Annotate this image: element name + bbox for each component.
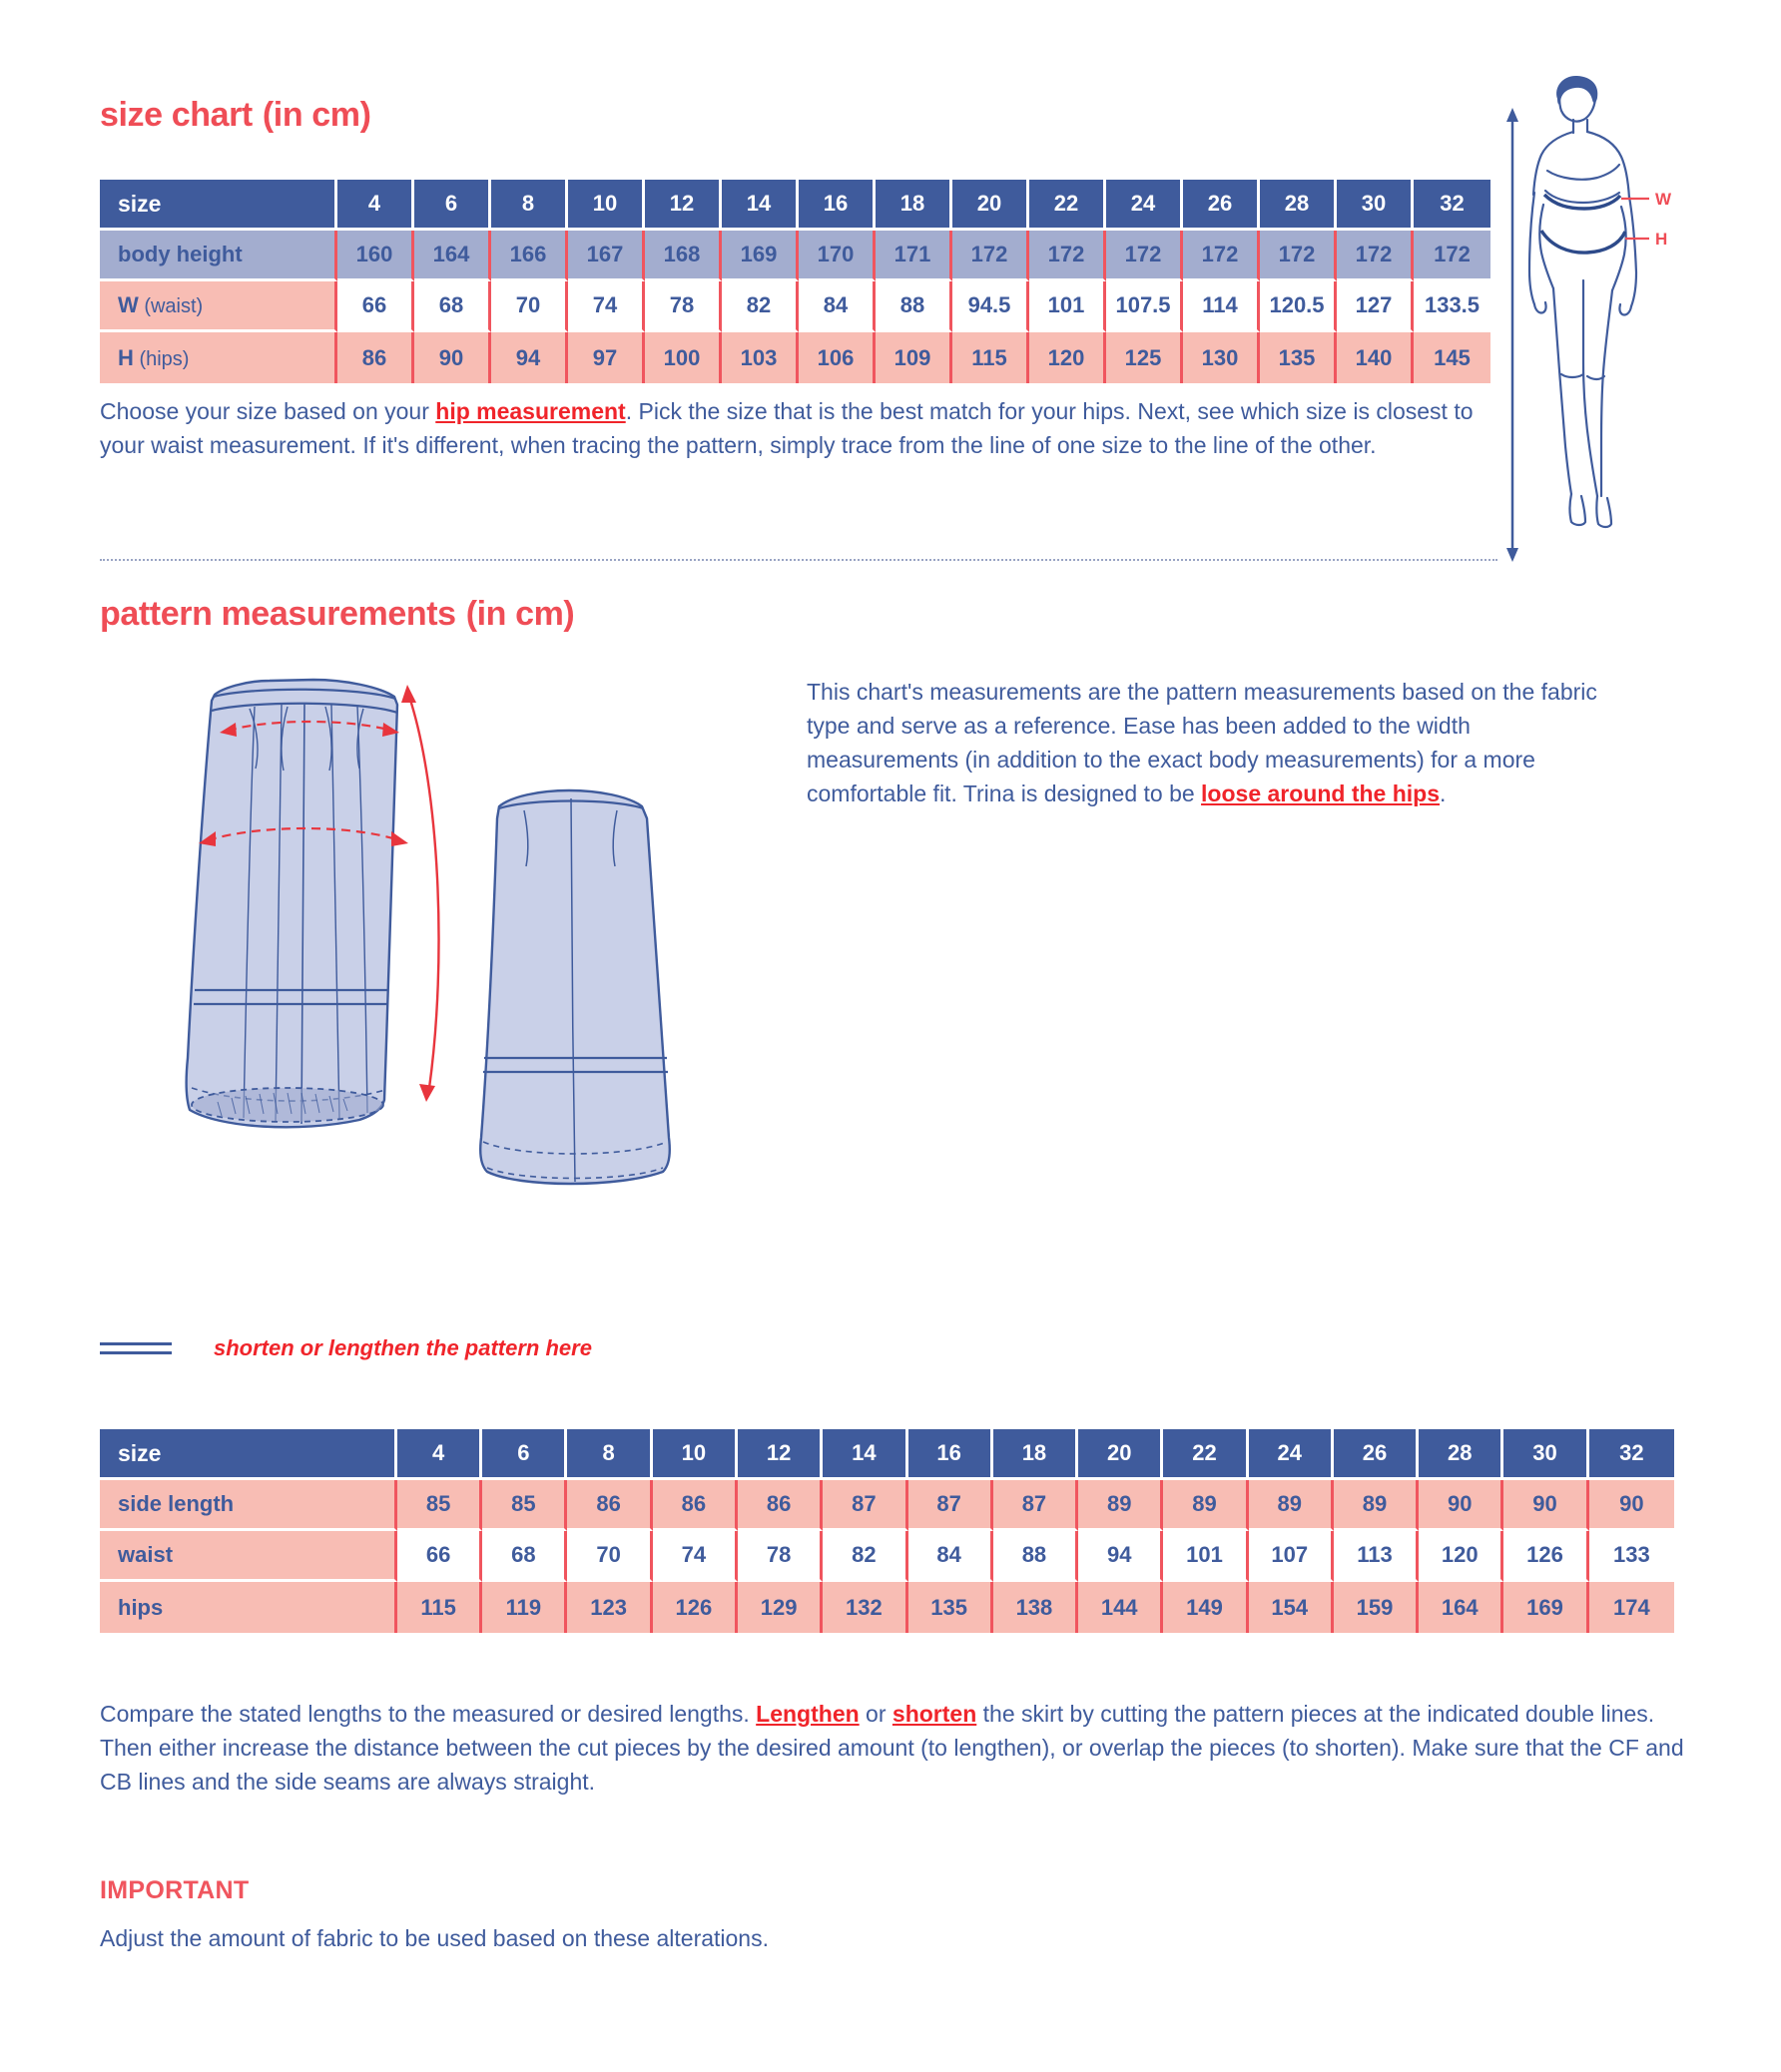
- alteration-instructions: [100, 1697, 1687, 1799]
- measurement-cell: 66: [337, 281, 414, 332]
- lengthen-legend: [100, 1335, 592, 1361]
- section-divider: [100, 559, 1497, 561]
- size-column-header: 10: [653, 1429, 738, 1480]
- skirt-front-drawing: [187, 680, 439, 1127]
- measurement-cell: 168: [645, 231, 722, 281]
- size-column-header: 4: [337, 180, 414, 231]
- measurement-cell: 114: [1183, 281, 1260, 332]
- size-chart-title: size chart: [100, 96, 253, 134]
- measurement-cell: 172: [1106, 231, 1183, 281]
- measurement-cell: 66: [397, 1531, 482, 1582]
- measurement-cell: 160: [337, 231, 414, 281]
- measurement-cell: 132: [823, 1582, 907, 1633]
- size-column-header: 24: [1106, 180, 1183, 231]
- measurement-cell: 89: [1334, 1480, 1419, 1531]
- measurement-cell: 144: [1078, 1582, 1163, 1633]
- hips-band: [1541, 231, 1625, 253]
- measurement-cell: 107.5: [1106, 281, 1183, 332]
- measurement-cell: 145: [1414, 332, 1490, 383]
- pattern-desc-part2: .: [1440, 780, 1447, 806]
- size-column-header: 6: [414, 180, 491, 231]
- measurement-cell: 101: [1163, 1531, 1248, 1582]
- measurement-cell: 171: [876, 231, 952, 281]
- alteration-part1: Compare the stated lengths to the measured or desired lengths.: [100, 1701, 757, 1727]
- size-column-header: 10: [568, 180, 645, 231]
- table-row: [100, 1480, 1674, 1531]
- measurement-cell: 159: [1334, 1582, 1419, 1633]
- size-column-header: 32: [1589, 1429, 1674, 1480]
- measurement-cell: 172: [1029, 231, 1106, 281]
- size-column-header: 14: [823, 1429, 907, 1480]
- measurement-cell: 106: [799, 332, 876, 383]
- measurement-cell: 78: [738, 1531, 823, 1582]
- pattern-measurements-description: [807, 675, 1615, 810]
- pattern-table-head: [100, 1429, 1674, 1480]
- measurement-cell: 90: [1589, 1480, 1674, 1531]
- measurement-cell: 174: [1589, 1582, 1674, 1633]
- size-chart-table: [100, 180, 1490, 383]
- measurement-cell: 87: [908, 1480, 993, 1531]
- measurement-cell: 86: [738, 1480, 823, 1531]
- alteration-part3: the skirt by cutting the pattern pieces at the indicated double lines. Then either increase the distance between the cut pieces by the desired amount (to lengthen), or overlap the pieces (to shorten). Make sure that the CF and CB lines and the side seams are always straight.: [100, 1701, 1684, 1795]
- measurement-cell: 84: [908, 1531, 993, 1582]
- measurement-cell: 109: [876, 332, 952, 383]
- measurement-cell: 70: [567, 1531, 652, 1582]
- size-column-header: 4: [397, 1429, 482, 1480]
- hips-marker-label: H: [1655, 230, 1668, 249]
- measurement-cell: 113: [1334, 1531, 1419, 1582]
- size-column-header: 30: [1337, 180, 1414, 231]
- measurement-cell: 82: [722, 281, 799, 332]
- size-column-header: 26: [1183, 180, 1260, 231]
- lengthen-highlight: Lengthen: [756, 1701, 860, 1727]
- measurement-cell: 170: [799, 231, 876, 281]
- measurement-cell: 88: [876, 281, 952, 332]
- measurement-cell: 167: [568, 231, 645, 281]
- pattern-measurements-heading-block: [100, 597, 998, 631]
- table-row: [100, 1582, 1674, 1633]
- measurement-cell: 172: [1183, 231, 1260, 281]
- skirt-back-drawing: [480, 790, 670, 1184]
- table-row: [100, 231, 1490, 281]
- size-chart-table-body: [100, 231, 1490, 383]
- measurement-cell: 87: [993, 1480, 1078, 1531]
- measurement-cell: 74: [568, 281, 645, 332]
- measurement-cell: 90: [1503, 1480, 1588, 1531]
- measurement-cell: 120: [1419, 1531, 1503, 1582]
- skirt-technical-drawings: [100, 659, 789, 1307]
- measurement-cell: 94: [1078, 1531, 1163, 1582]
- size-column-header: 8: [567, 1429, 652, 1480]
- measurement-cell: 169: [722, 231, 799, 281]
- loose-hips-highlight: loose around the hips: [1201, 780, 1441, 806]
- pattern-measurements-table: [100, 1429, 1674, 1633]
- measurement-cell: 135: [1260, 332, 1337, 383]
- size-column-header: 12: [645, 180, 722, 231]
- body-figure-illustration: [1497, 75, 1727, 554]
- size-column-header: 12: [738, 1429, 823, 1480]
- measurement-cell: 85: [397, 1480, 482, 1531]
- measurement-cell: 86: [653, 1480, 738, 1531]
- measurement-cell: 129: [738, 1582, 823, 1633]
- measurement-cell: 97: [568, 332, 645, 383]
- table-row: [100, 1531, 1674, 1582]
- size-column-header: 32: [1414, 180, 1490, 231]
- size-column-header: 8: [491, 180, 568, 231]
- measurement-cell: 126: [653, 1582, 738, 1633]
- measurement-cell: 119: [482, 1582, 567, 1633]
- measurement-cell: 172: [1260, 231, 1337, 281]
- measurement-cell: 94: [491, 332, 568, 383]
- size-column-header: size: [100, 180, 337, 231]
- size-column-header: 22: [1163, 1429, 1248, 1480]
- measurement-cell: 166: [491, 231, 568, 281]
- size-column-header: 6: [482, 1429, 567, 1480]
- row-label: hips: [100, 1582, 397, 1633]
- measurement-cell: 85: [482, 1480, 567, 1531]
- measurement-cell: 172: [1414, 231, 1490, 281]
- measurement-cell: 140: [1337, 332, 1414, 383]
- double-line-icon: [100, 1341, 172, 1355]
- measurement-cell: 89: [1249, 1480, 1334, 1531]
- pattern-desc-part1: This chart's measurements are the pattern measurements based on the fabric type and serve as a reference. Ease has been added to the width measurements (in addition to the exact body measurements) for a more comfortable fit. Trina is designed to be: [807, 679, 1597, 806]
- measurement-cell: 107: [1249, 1531, 1334, 1582]
- size-column-header: 22: [1029, 180, 1106, 231]
- measurement-cell: 78: [645, 281, 722, 332]
- size-chart-table-head: [100, 180, 1490, 231]
- measurement-cell: 89: [1078, 1480, 1163, 1531]
- measurement-cell: 154: [1249, 1582, 1334, 1633]
- size-column-header: 18: [876, 180, 952, 231]
- measurement-cell: 88: [993, 1531, 1078, 1582]
- measurement-cell: 101: [1029, 281, 1106, 332]
- measurement-cell: 115: [397, 1582, 482, 1633]
- hip-measurement-highlight: hip measurement: [435, 398, 626, 424]
- measurement-cell: 125: [1106, 332, 1183, 383]
- measurement-cell: 130: [1183, 332, 1260, 383]
- pattern-measurements-unit: (in cm): [465, 595, 575, 633]
- size-column-header: 16: [799, 180, 876, 231]
- measurement-cell: 149: [1163, 1582, 1248, 1633]
- pattern-measurements-title: pattern measurements: [100, 595, 456, 633]
- measurement-cell: 172: [1337, 231, 1414, 281]
- measurement-cell: 100: [645, 332, 722, 383]
- table-header-row: [100, 1429, 1674, 1480]
- measurement-cell: 127: [1337, 281, 1414, 332]
- measurement-cell: 164: [1419, 1582, 1503, 1633]
- size-column-header: 28: [1419, 1429, 1503, 1480]
- measurement-cell: 135: [908, 1582, 993, 1633]
- instructions-part1: Choose your size based on your: [100, 398, 436, 424]
- instructions-part2: . Pick the size that is the best match for your hips. Next, see which size is closest to your waist measurement. If it's different, when tracing the pattern, simply trace from the line of one size to the line of the other.: [100, 398, 1474, 458]
- table-header-row: [100, 180, 1490, 231]
- measurement-cell: 70: [491, 281, 568, 332]
- row-label: waist: [100, 1531, 397, 1582]
- side-length-arrow: [401, 685, 439, 1102]
- pattern-measurements-table-wrap: [100, 1429, 1674, 1633]
- measurement-cell: 126: [1503, 1531, 1588, 1582]
- measurement-cell: 120.5: [1260, 281, 1337, 332]
- measurement-cell: 90: [414, 332, 491, 383]
- measurement-cell: 138: [993, 1582, 1078, 1633]
- measurement-cell: 90: [1419, 1480, 1503, 1531]
- size-column-header: 24: [1249, 1429, 1334, 1480]
- row-label: side length: [100, 1480, 397, 1531]
- row-label: W (waist): [100, 281, 337, 332]
- size-column-header: 16: [908, 1429, 993, 1480]
- measurement-cell: 68: [414, 281, 491, 332]
- row-label: body height: [100, 231, 337, 281]
- measurement-cell: 89: [1163, 1480, 1248, 1531]
- measurement-cell: 94.5: [952, 281, 1029, 332]
- size-column-header: 14: [722, 180, 799, 231]
- measurement-cell: 74: [653, 1531, 738, 1582]
- size-chart-instructions: [100, 394, 1497, 462]
- measurement-cell: 169: [1503, 1582, 1588, 1633]
- size-column-header: 20: [952, 180, 1029, 231]
- size-column-header: 30: [1503, 1429, 1588, 1480]
- size-column-header: 18: [993, 1429, 1078, 1480]
- measurement-cell: 86: [567, 1480, 652, 1531]
- measurement-cell: 87: [823, 1480, 907, 1531]
- waist-marker-label: W: [1655, 190, 1672, 209]
- row-label: H (hips): [100, 332, 337, 383]
- important-heading: IMPORTANT: [100, 1876, 250, 1904]
- size-column-header: 28: [1260, 180, 1337, 231]
- measurement-cell: 133.5: [1414, 281, 1490, 332]
- pattern-table-body: [100, 1480, 1674, 1633]
- measurement-cell: 123: [567, 1582, 652, 1633]
- size-column-header: 20: [1078, 1429, 1163, 1480]
- size-chart-unit: (in cm): [262, 96, 371, 134]
- size-chart-table-wrap: [100, 180, 1490, 383]
- measurement-column-header: size: [100, 1429, 397, 1480]
- measurement-cell: 164: [414, 231, 491, 281]
- measurement-cell: 84: [799, 281, 876, 332]
- measurement-cell: 172: [952, 231, 1029, 281]
- measurement-cell: 115: [952, 332, 1029, 383]
- measurement-cell: 68: [482, 1531, 567, 1582]
- table-row: [100, 332, 1490, 383]
- alteration-part2: or: [859, 1701, 892, 1727]
- measurement-cell: 86: [337, 332, 414, 383]
- row-label-suffix: (waist): [138, 295, 204, 317]
- size-chart-heading-block: [100, 98, 1497, 132]
- measurement-cell: 133: [1589, 1531, 1674, 1582]
- table-row: [100, 281, 1490, 332]
- size-column-header: 26: [1334, 1429, 1419, 1480]
- legend-label: shorten or lengthen the pattern here: [214, 1335, 592, 1360]
- measurement-cell: 82: [823, 1531, 907, 1582]
- important-text: Adjust the amount of fabric to be used based on these alterations.: [100, 1925, 769, 1951]
- measurement-cell: 103: [722, 332, 799, 383]
- row-label-suffix: (hips): [133, 347, 190, 370]
- measurement-cell: 120: [1029, 332, 1106, 383]
- shorten-highlight: shorten: [891, 1701, 977, 1727]
